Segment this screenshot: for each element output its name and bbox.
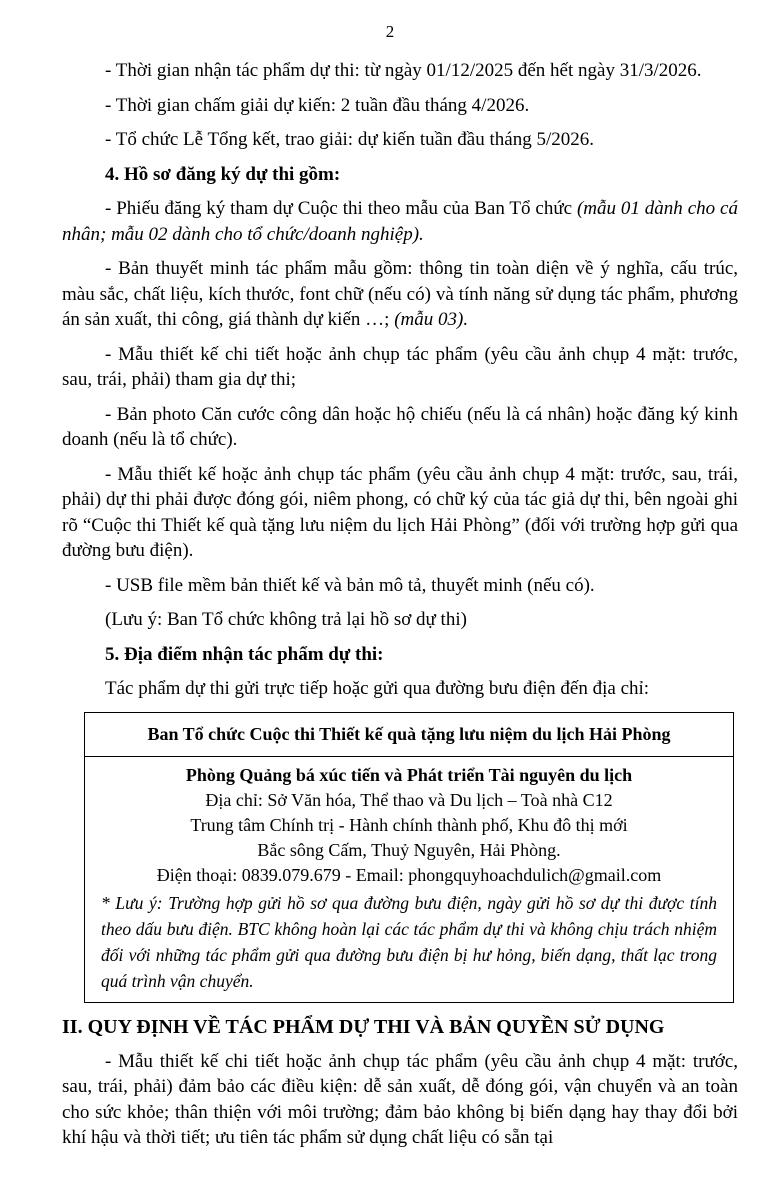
address-line-3: Bắc sông Cấm, Thuỷ Nguyên, Hải Phòng. bbox=[257, 839, 561, 860]
section-heading-ii: II. QUY ĐỊNH VỀ TÁC PHẨM DỰ THI VÀ BẢN QUYỀN SỬ DỤNG bbox=[62, 1015, 665, 1038]
department-name: Phòng Quảng bá xúc tiến và Phát triển Tài nguyên du lịch bbox=[185, 764, 633, 785]
paragraph-submission-method: Tác phẩm dự thi gửi trực tiếp hoặc gửi qua đường bưu điện đến địa chỉ: bbox=[105, 678, 650, 699]
postal-note: * Lưu ý: Trường hợp gửi hồ sơ qua đường bưu điện, ngày gửi hồ sơ dự thi được tính theo dấu bưu điện. BTC không hoàn lại các tác phẩm dự thi và không chịu trách nhiệm đối với những tác phẩm gửi qua đường bưu điện bị hư hỏng, biến dạng, thất lạc trong quá trình vận chuyển. bbox=[101, 892, 717, 991]
paragraph-submission-period: - Thời gian nhận tác phẩm dự thi: từ ngày 01/12/2025 đến hết ngày 31/3/2026. bbox=[105, 60, 702, 81]
paragraph-usb: - USB file mềm bản thiết kế và bản mô tả, thuyết minh (nếu có). bbox=[105, 574, 595, 596]
address-box bbox=[84, 712, 734, 1003]
paragraph-design-photos: - Mẫu thiết kế chi tiết hoặc ảnh chụp tác phẩm (yêu cầu ảnh chụp 4 mặt: trước, sau, trái, phải) tham gia dự thi; bbox=[62, 343, 738, 390]
paragraph-award-ceremony: - Tổ chức Lễ Tổng kết, trao giải: dự kiến tuần đầu tháng 5/2026. bbox=[105, 129, 594, 150]
document-body bbox=[62, 58, 738, 1160]
explanation-text: - Bản thuyết minh tác phẩm mẫu gồm: thông tin toàn diện về ý nghĩa, cấu trúc, màu sắc, chất liệu, kích thước, font chữ (nếu có) và tính năng sử dụng tác phẩm, phương án sản xuất, thi công, giá thành dự kiến …; bbox=[62, 258, 738, 330]
address-line-2: Trung tâm Chính trị - Hành chính thành phố, Khu đô thị mới bbox=[190, 814, 628, 835]
paragraph-explanation bbox=[62, 256, 738, 333]
paragraph-no-return: (Lưu ý: Ban Tổ chức không trả lại hồ sơ dự thi) bbox=[105, 609, 467, 630]
heading-registration-dossier: 4. Hồ sơ đăng ký dự thi gồm: bbox=[105, 163, 341, 185]
heading-submission-location: 5. Địa điểm nhận tác phẩm dự thi: bbox=[105, 643, 384, 665]
paragraph-id-copy: - Bản photo Căn cước công dân hoặc hộ chiếu (nếu là cá nhân) hoặc đăng ký kinh doanh (nếu là tổ chức). bbox=[62, 403, 738, 450]
address-box-body bbox=[85, 757, 733, 1002]
address-box-title: Ban Tổ chức Cuộc thi Thiết kế quà tặng lưu niệm du lịch Hải Phòng bbox=[85, 713, 733, 757]
address-line-1: Địa chỉ: Sở Văn hóa, Thể thao và Du lịch – Toà nhà C12 bbox=[205, 789, 613, 810]
explanation-form-note: (mẫu 03). bbox=[394, 309, 469, 330]
registration-form-note: (mẫu 01 dành cho cá nhân; mẫu 02 dành cho tổ chức/doanh nghiệp). bbox=[62, 198, 738, 245]
page-number: 2 bbox=[385, 22, 395, 41]
contact-line: Điện thoại: 0839.079.679 - Email: phongquyhoachdulich@gmail.com bbox=[156, 864, 662, 885]
paragraph-design-requirements: - Mẫu thiết kế chi tiết hoặc ảnh chụp tác phẩm (yêu cầu ảnh chụp 4 mặt: trước, sau, trái, phải) đảm bảo các điều kiện: dễ sản xuất, dễ đóng gói, vận chuyển và an toàn cho sức khỏe; thân thiện với môi trường; đảm bảo không bị biến dạng hay thay đổi bởi khí hậu và thời tiết; ưu tiên tác phẩm sử dụng chất liệu có sẵn tại bbox=[62, 1050, 738, 1148]
paragraph-judging-period: - Thời gian chấm giải dự kiến: 2 tuần đầu tháng 4/2026. bbox=[105, 94, 530, 116]
paragraph-packaging: - Mẫu thiết kế hoặc ảnh chụp tác phẩm (yêu cầu ảnh chụp 4 mặt: trước, sau, trái, phải) dự thi phải được đóng gói, niêm phong, có chữ ký của tác giả dự thi, bên ngoài ghi rõ “Cuộc thi Thiết kế quà tặng lưu niệm du lịch Hải Phòng” (đối với trường hợp gửi qua đường bưu điện). bbox=[62, 463, 738, 561]
paragraph-registration-form bbox=[62, 196, 738, 247]
registration-form-text: - Phiếu đăng ký tham dự Cuộc thi theo mẫu của Ban Tổ chức bbox=[105, 198, 577, 219]
